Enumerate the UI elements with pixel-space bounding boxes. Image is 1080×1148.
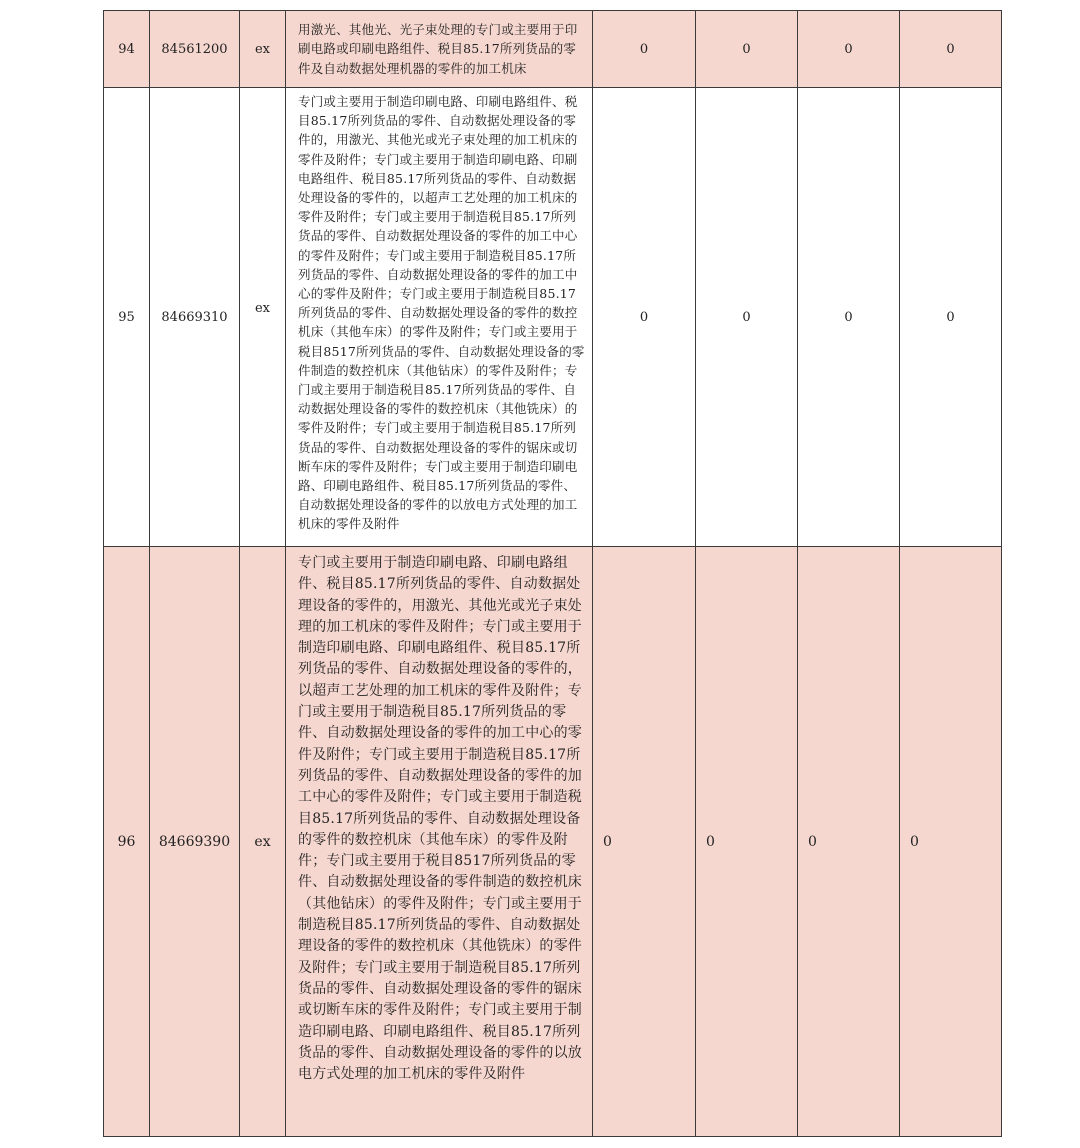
tariff-table-page [103,10,1001,1137]
rate-cell: 0 [900,88,1002,547]
table-row [104,547,1002,1137]
rate-cell: 0 [593,547,696,1137]
tariff-code: 84669390 [150,547,240,1137]
rate-cell: 0 [696,11,798,88]
rate-cell: 0 [593,88,696,547]
item-description: 用激光、其他光、光子束处理的专门或主要用于印刷电路或印刷电路组件、税目85.17所列货品的零件及自动数据处理机器的零件的加工机床 [286,11,593,88]
ex-flag: ex [240,88,286,547]
rate-cell: 0 [593,11,696,88]
table-row [104,11,1002,88]
row-index: 95 [104,88,150,547]
table-row [104,88,1002,547]
rate-cell: 0 [798,88,900,547]
ex-flag: ex [240,547,286,1137]
rate-cell: 0 [696,547,798,1137]
tariff-code: 84561200 [150,11,240,88]
tariff-table [103,10,1002,1137]
item-description: 专门或主要用于制造印刷电路、印刷电路组件、税目85.17所列货品的零件、自动数据处理设备的零件的，用激光、其他光或光子束处理的加工机床的零件及附件；专门或主要用于制造印刷电路、印刷电路组件、税目85.17所列货品的零件、自动数据处理设备的零件的，以超声工艺处理的加工机床的零件及附件；专门或主要用于制造税目85.17所列货品的零件、自动数据处理设备的零件的加工中心的零件及附件；专门或主要用于制造税目85.17所列货品的零件、自动数据处理设备的零件的加工中心的零件及附件；专门或主要用于制造税目85.17所列货品的零件、自动数据处理设备的零件的数控机床（其他车床）的零件及附件；专门或主要用于税目8517所列货品的零件、自动数据处理设备的零件制造的数控机床（其他钻床）的零件及附件；专门或主要用于制造税目85.17所列货品的零件、自动数据处理设备的零件的数控机床（其他铣床）的零件及附件；专门或主要用于制造税目85.17所列货品的零件、自动数据处理设备的零件的锯床或切断车床的零件及附件；专门或主要用于制造印刷电路、印刷电路组件、税目85.17所列货品的零件、自动数据处理设备的零件的以放电方式处理的加工机床的零件及附件 [286,547,593,1137]
item-description: 专门或主要用于制造印刷电路、印刷电路组件、税目85.17所列货品的零件、自动数据处理设备的零件的，用激光、其他光或光子束处理的加工机床的零件及附件；专门或主要用于制造印刷电路、印刷电路组件、税目85.17所列货品的零件、自动数据处理设备的零件的，以超声工艺处理的加工机床的零件及附件；专门或主要用于制造税目85.17所列货品的零件、自动数据处理设备的零件的加工中心的零件及附件；专门或主要用于制造税目85.17所列货品的零件、自动数据处理设备的零件的加工中心的零件及附件；专门或主要用于制造税目85.17所列货品的零件、自动数据处理设备的零件的数控机床（其他车床）的零件及附件；专门或主要用于税目8517所列货品的零件、自动数据处理设备的零件制造的数控机床（其他钻床）的零件及附件；专门或主要用于制造税目85.17所列货品的零件、自动数据处理设备的零件的数控机床（其他铣床）的零件及附件；专门或主要用于制造税目85.17所列货品的零件、自动数据处理设备的零件的锯床或切断车床的零件及附件；专门或主要用于制造印刷电路、印刷电路组件、税目85.17所列货品的零件、自动数据处理设备的零件的以放电方式处理的加工机床的零件及附件 [286,88,593,547]
row-index: 96 [104,547,150,1137]
row-index: 94 [104,11,150,88]
rate-cell: 0 [900,11,1002,88]
rate-cell: 0 [798,11,900,88]
ex-flag: ex [240,11,286,88]
rate-cell: 0 [798,547,900,1137]
rate-cell: 0 [900,547,1002,1137]
tariff-code: 84669310 [150,88,240,547]
rate-cell: 0 [696,88,798,547]
